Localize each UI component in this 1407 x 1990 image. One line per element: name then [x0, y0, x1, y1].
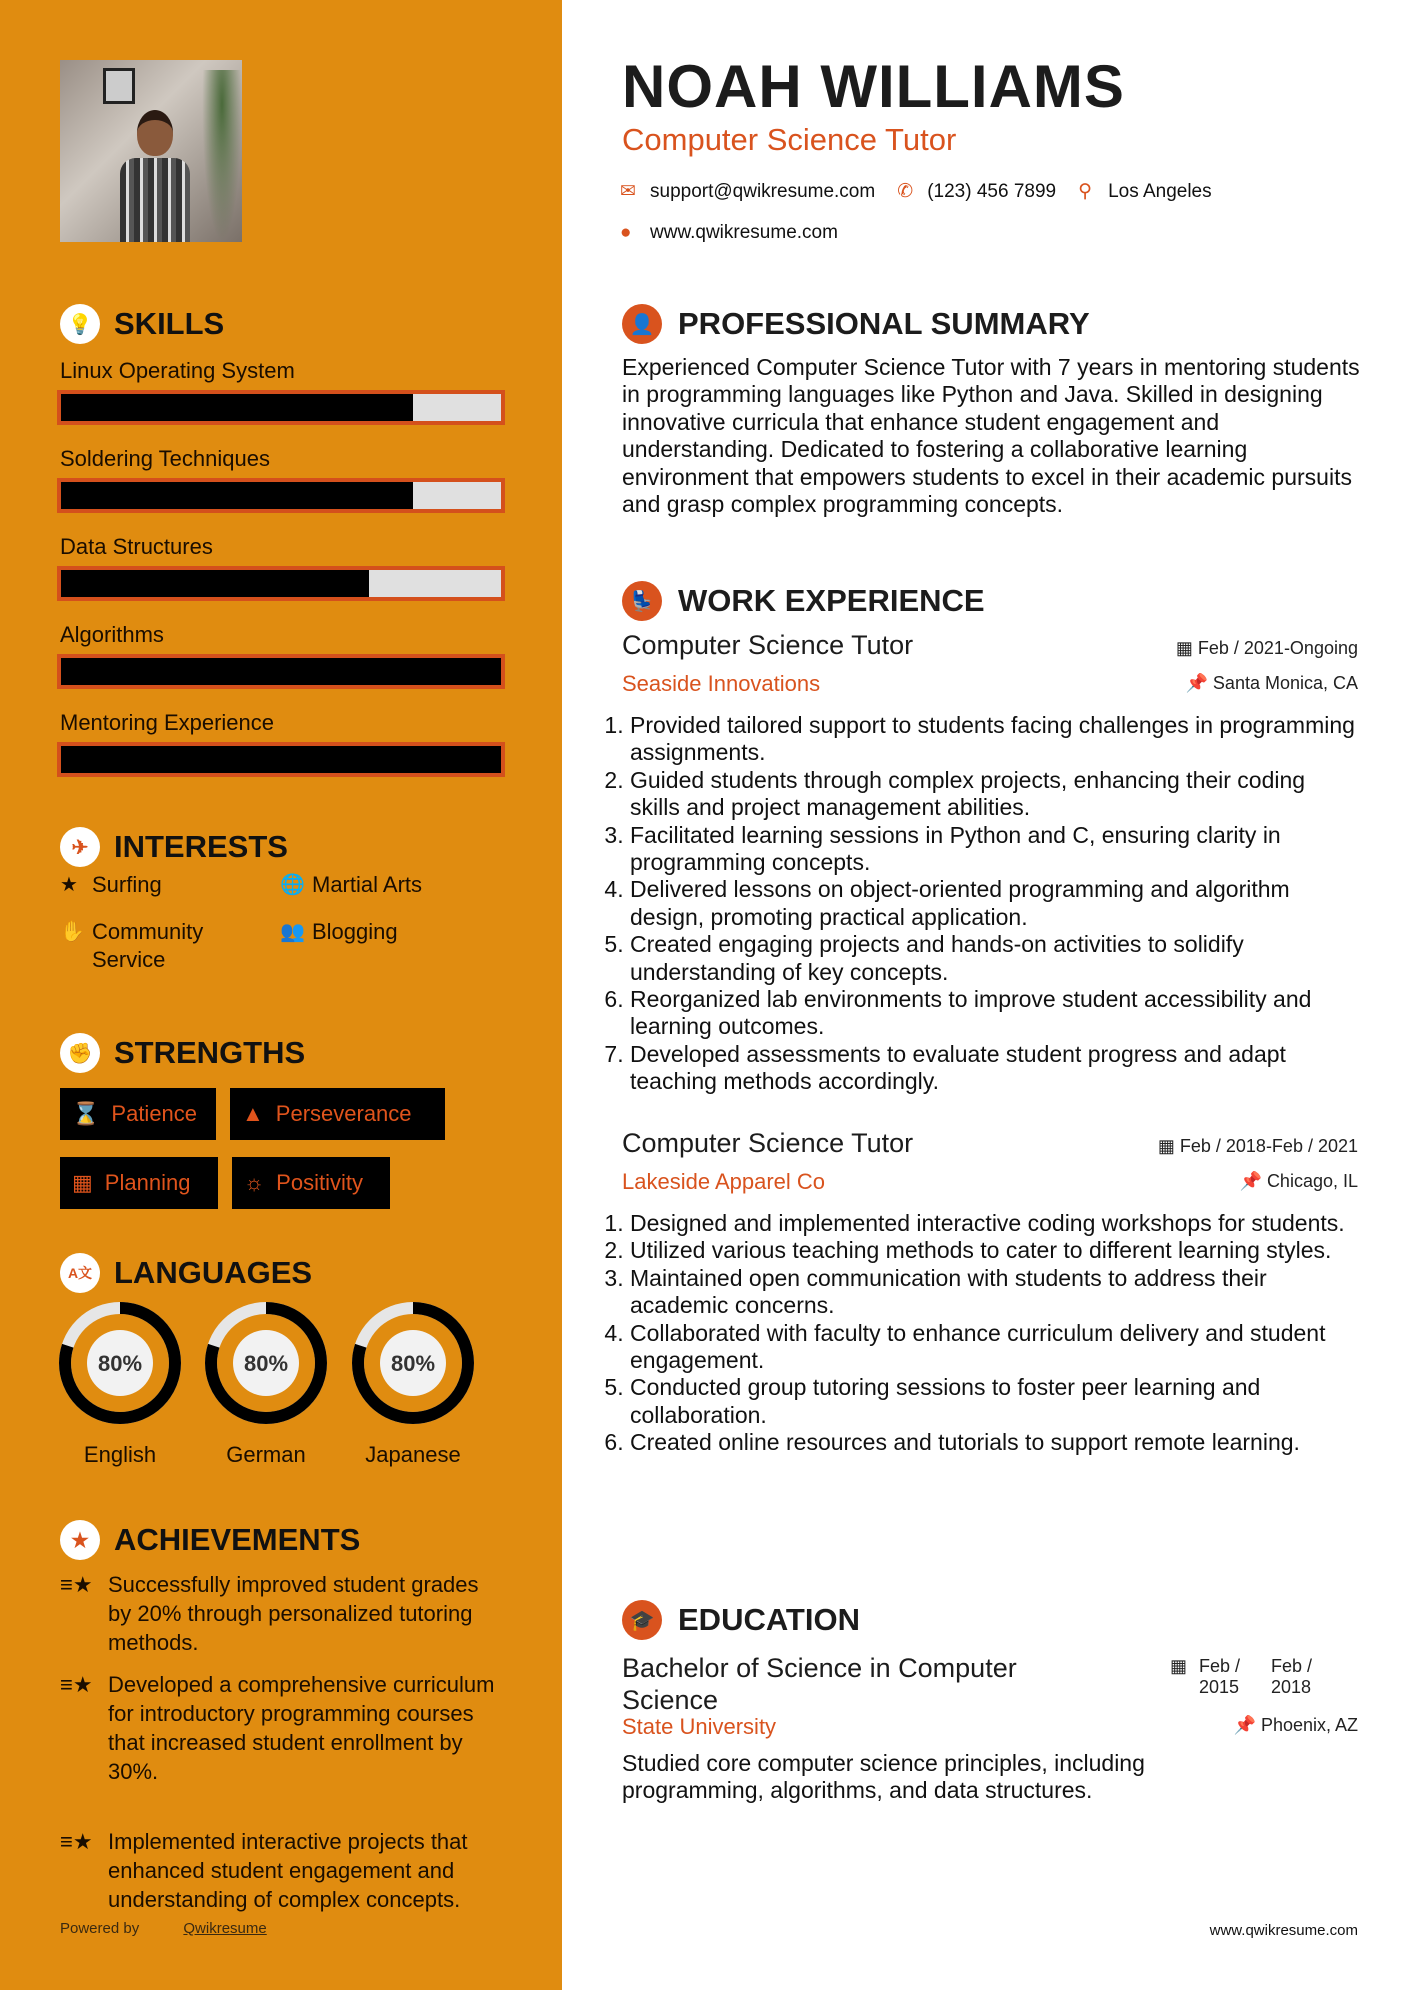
language-percent: 80%	[390, 1351, 436, 1376]
skill-bar-fill	[61, 658, 501, 685]
achievement-item	[60, 1670, 500, 1786]
map-pin-icon: ⚲	[1078, 181, 1093, 202]
job-bullet: 3. Facilitated learning sessions in Python and C, ensuring clarity in programming concepts.	[630, 822, 1355, 877]
job-bullet: 6. Created online resources and tutorials to support remote learning.	[630, 1429, 1355, 1456]
interest-item	[280, 918, 398, 946]
end-date: Feb / 2018	[1271, 1656, 1313, 1697]
skill-bar-fill	[61, 394, 413, 421]
education-title: EDUCATION	[678, 1602, 860, 1637]
education-heading	[622, 1600, 860, 1640]
skill-bar-fill	[61, 570, 369, 597]
achievement-item	[60, 1827, 500, 1914]
skill-bar	[57, 478, 505, 513]
job-dates	[1176, 638, 1358, 659]
pin-icon: 📌	[1185, 673, 1208, 693]
skill-label: Algorithms	[60, 622, 164, 647]
language-label: English	[83, 1442, 157, 1467]
calendar-icon: ▦	[1157, 1136, 1175, 1156]
language-icon: A文	[60, 1253, 100, 1293]
school: State University	[622, 1714, 777, 1739]
lightbulb-icon: 💡	[60, 304, 100, 344]
job-bullet: 5. Created engaging projects and hands-on activities to solidify understanding of key concepts.	[630, 931, 1355, 986]
shooting-star-icon: ≡★	[60, 1829, 93, 1854]
achievements-title: ACHIEVEMENTS	[114, 1522, 361, 1557]
graduation-icon: 🎓	[622, 1600, 662, 1640]
interest-label: Surfing	[92, 872, 162, 897]
strength-tag	[230, 1088, 445, 1140]
users-icon: 👥	[280, 921, 305, 943]
shooting-star-icon: ≡★	[60, 1572, 93, 1597]
interests-title: INTERESTS	[114, 829, 288, 864]
job-location	[1240, 1171, 1359, 1192]
globe-icon: ●	[620, 222, 632, 243]
skill-label: Data Structures	[60, 534, 213, 559]
hand-icon: ✋	[60, 921, 85, 943]
dates-text: Feb / 2018-Feb / 2021	[1179, 1136, 1358, 1156]
strength-tag	[232, 1157, 390, 1209]
language-percent: 80%	[243, 1351, 289, 1376]
dates-text: Feb / 2021-Ongoing	[1197, 638, 1358, 658]
email[interactable]: support@qwikresume.com	[650, 180, 876, 202]
calendar-icon: ▦	[1169, 1656, 1187, 1676]
interests-heading	[60, 827, 288, 867]
language-label: German	[226, 1442, 306, 1467]
job-bullet: 3. Maintained open communication with students to address their academic concerns.	[630, 1265, 1355, 1320]
skill-label: Soldering Techniques	[60, 446, 270, 471]
work-title: WORK EXPERIENCE	[678, 583, 985, 618]
company: Lakeside Apparel Co	[622, 1169, 826, 1194]
job-title: Computer Science Tutor	[622, 630, 914, 660]
skill-bar-fill	[61, 482, 413, 509]
interest-item	[280, 871, 422, 899]
achievement-text: Successfully improved student grades by 20% through personalized tutoring methods.	[108, 1572, 479, 1655]
website-row	[620, 222, 838, 244]
location-text: Chicago, IL	[1266, 1171, 1358, 1191]
strength-tag	[60, 1088, 216, 1140]
skills-title: SKILLS	[114, 306, 225, 341]
phone: (123) 456 7899	[927, 180, 1057, 202]
degree: Bachelor of Science in Computer Science	[622, 1653, 1017, 1715]
job-bullet: 1. Provided tailored support to students facing challenges in programming assignments.	[630, 712, 1355, 767]
user-icon: 👤	[622, 304, 662, 344]
fist-icon: ✊	[60, 1033, 100, 1073]
candidate-name: NOAH WILLIAMS	[622, 53, 1125, 120]
language-label: Japanese	[365, 1442, 461, 1467]
work-heading	[622, 581, 985, 621]
start-date: Feb / 2015	[1199, 1656, 1241, 1697]
job-title: Computer Science Tutor	[622, 1128, 914, 1158]
location-text: Phoenix, AZ	[1260, 1715, 1358, 1735]
sun-icon: ☼	[244, 1170, 265, 1195]
job-title: Computer Science Tutor	[622, 122, 957, 157]
skill-label: Linux Operating System	[60, 358, 295, 383]
globe-icon: 🌐	[280, 874, 305, 896]
job-bullet: 2. Guided students through complex projects, enhancing their coding skills and project management abilities.	[630, 767, 1355, 822]
summary-text: Experienced Computer Science Tutor with 7 years in mentoring students in programming languages like Python and Java. Skilled in designing innovative curricula that enhance student engagement and understanding. Dedicated to fostering a collaborative learning environment that empowers students to excel in their academic pursuits and grasp complex programming concepts.	[622, 354, 1360, 518]
chair-icon: 💺	[622, 581, 662, 621]
phone-icon: ✆	[897, 181, 914, 202]
job-bullet: 5. Conducted group tutoring sessions to foster peer learning and collaboration.	[630, 1374, 1355, 1429]
achievement-text: Implemented interactive projects that enhanced student engagement and understanding of complex concepts.	[108, 1829, 468, 1912]
envelope-icon: ✉	[620, 181, 636, 202]
star-icon: ★	[60, 1520, 100, 1560]
languages-heading	[60, 1253, 312, 1293]
job-bullet: 4. Delivered lessons on object-oriented programming and algorithm design, promoting practical application.	[630, 876, 1355, 931]
education-location	[1234, 1715, 1359, 1736]
location-text: Santa Monica, CA	[1212, 673, 1358, 693]
job-location	[1185, 673, 1358, 694]
summary-heading	[622, 304, 1090, 344]
strength-label: Positivity	[276, 1170, 363, 1195]
languages-title: LANGUAGES	[114, 1255, 313, 1290]
hourglass-icon: ⌛	[72, 1101, 100, 1126]
skill-bar	[57, 742, 505, 777]
strength-label: Patience	[111, 1101, 198, 1126]
job-dates	[1158, 1136, 1358, 1157]
strength-tag	[60, 1157, 218, 1209]
calendar-icon: ▦	[72, 1170, 93, 1195]
summary-title: PROFESSIONAL SUMMARY	[678, 306, 1090, 341]
shooting-star-icon: ≡★	[60, 1672, 93, 1697]
footer-website[interactable]: www.qwikresume.com	[1209, 1922, 1358, 1939]
education-dates	[1170, 1656, 1321, 1698]
interest-label: Martial Arts	[312, 872, 423, 897]
skill-bar	[57, 390, 505, 425]
strengths-title: STRENGTHS	[114, 1035, 306, 1070]
paper-plane-icon: ✈	[60, 827, 100, 867]
education-text: Studied core computer science principles, including programming, algorithms, and data structures.	[622, 1750, 1145, 1804]
powered-by	[60, 1920, 267, 1937]
job-bullets	[610, 1210, 1355, 1457]
brand-link[interactable]: Qwikresume	[183, 1920, 267, 1937]
contact-row	[620, 180, 1212, 203]
pin-icon: 📌	[1239, 1171, 1262, 1191]
interest-label: Blogging	[312, 919, 398, 944]
job-bullet: 4. Collaborated with faculty to enhance curriculum delivery and student engagement.	[630, 1320, 1355, 1375]
star-icon: ★	[60, 874, 78, 896]
achievements-heading	[60, 1520, 360, 1560]
calendar-icon: ▦	[1175, 638, 1193, 658]
skill-bar	[57, 566, 505, 601]
interest-item	[60, 918, 260, 974]
language-donut	[351, 1301, 475, 1425]
skill-label: Mentoring Experience	[60, 710, 275, 735]
skills-heading	[60, 304, 224, 344]
job-bullet: 2. Utilized various teaching methods to cater to different learning styles.	[630, 1237, 1355, 1264]
interest-label: Community Service	[92, 919, 204, 972]
pin-icon: 📌	[1233, 1715, 1256, 1735]
interest-item	[60, 871, 162, 899]
job-bullets	[610, 712, 1355, 1096]
sidebar	[0, 0, 562, 1990]
language-percent: 80%	[97, 1351, 143, 1376]
skill-bar-fill	[61, 746, 501, 773]
profile-photo	[60, 60, 242, 242]
job-bullet: 1. Designed and implemented interactive coding workshops for students.	[630, 1210, 1355, 1237]
strengths-heading	[60, 1033, 305, 1073]
company: Seaside Innovations	[622, 671, 821, 696]
job-bullet: 6. Reorganized lab environments to improve student accessibility and learning outcomes.	[630, 986, 1355, 1041]
language-donut	[58, 1301, 182, 1425]
website[interactable]: www.qwikresume.com	[650, 222, 838, 243]
strength-label: Planning	[104, 1170, 191, 1195]
skill-bar	[57, 654, 505, 689]
location: Los Angeles	[1108, 180, 1212, 202]
achievement-text: Developed a comprehensive curriculum for introductory programming courses that increased student enrollment by 30%.	[108, 1672, 495, 1784]
job-bullet: 7. Developed assessments to evaluate student progress and adapt teaching methods accordingly.	[630, 1041, 1355, 1096]
language-donut	[204, 1301, 328, 1425]
powered-label: Powered by	[60, 1920, 140, 1937]
strength-label: Perseverance	[275, 1101, 412, 1126]
road-icon: ▲	[242, 1101, 264, 1126]
achievement-item	[60, 1570, 500, 1657]
